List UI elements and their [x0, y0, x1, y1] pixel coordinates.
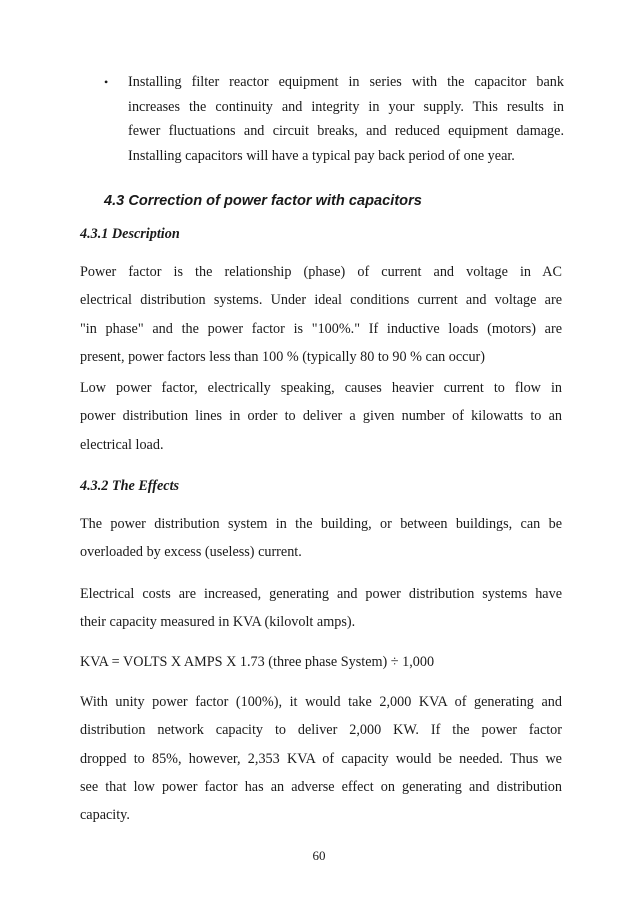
paragraph-line: power distribution lines in order to deliver a given number of kilowatts to an	[80, 408, 562, 425]
subsection-heading-effects: 4.3.2 The Effects	[80, 478, 180, 494]
paragraph-line: electrical load.	[80, 436, 164, 453]
kva-formula	[80, 648, 562, 676]
section-heading: 4.3 Correction of power factor with capacitors	[104, 193, 422, 209]
paragraph-line: distribution network capacity to deliver 2,000 KW. If the power factor	[80, 722, 562, 739]
paragraph-line: With unity power factor (100%), it would take 2,000 KVA of generating and	[80, 694, 562, 710]
bullet-line: Installing filter reactor equipment in series with the capacitor bank	[128, 74, 564, 90]
paragraph-overload	[80, 510, 562, 567]
bullet-text	[128, 70, 564, 169]
page-number: 60	[312, 848, 326, 863]
paragraph-line: capacity.	[80, 807, 130, 824]
bullet-marker: •	[104, 75, 109, 89]
bullet-line: Installing capacitors will have a typical pay back period of one year.	[128, 148, 515, 165]
paragraph-line: electrical distribution systems. Under ideal conditions current and voltage are	[80, 292, 562, 309]
paragraph-unity-power-factor	[80, 688, 562, 829]
bullet-line: increases the continuity and integrity in your supply. This results in	[128, 98, 564, 115]
paragraph-line: see that low power factor has an adverse effect on generating and distribution	[80, 778, 562, 795]
paragraph-line: their capacity measured in KVA (kilovolt amps).	[80, 614, 356, 631]
bullet-item	[104, 70, 564, 169]
paragraph-low-power-factor	[80, 374, 562, 459]
paragraph-line: "in phase" and the power factor is "100%." If inductive loads (motors) are	[80, 320, 562, 337]
formula-line: KVA = VOLTS X AMPS X 1.73 (three phase System) ÷ 1,000	[80, 654, 435, 670]
paragraph-electrical-costs	[80, 580, 562, 637]
paragraph-line: The power distribution system in the building, or between buildings, can be	[80, 516, 562, 532]
paragraph-line: overloaded by excess (useless) current.	[80, 544, 302, 561]
paragraph-power-factor-definition	[80, 258, 562, 371]
paragraph-line: Low power factor, electrically speaking, causes heavier current to flow in	[80, 380, 562, 396]
paragraph-line: present, power factors less than 100 % (typically 80 to 90 % can occur)	[80, 348, 486, 365]
paragraph-line: dropped to 85%, however, 2,353 KVA of capacity would be needed. Thus we	[80, 750, 562, 767]
bullet-line: fewer fluctuations and circuit breaks, and reduced equipment damage.	[128, 123, 564, 140]
paragraph-line: Electrical costs are increased, generating and power distribution systems have	[80, 586, 562, 602]
subsection-heading-description: 4.3.1 Description	[80, 226, 180, 242]
paragraph-line: Power factor is the relationship (phase) of current and voltage in AC	[80, 264, 562, 280]
